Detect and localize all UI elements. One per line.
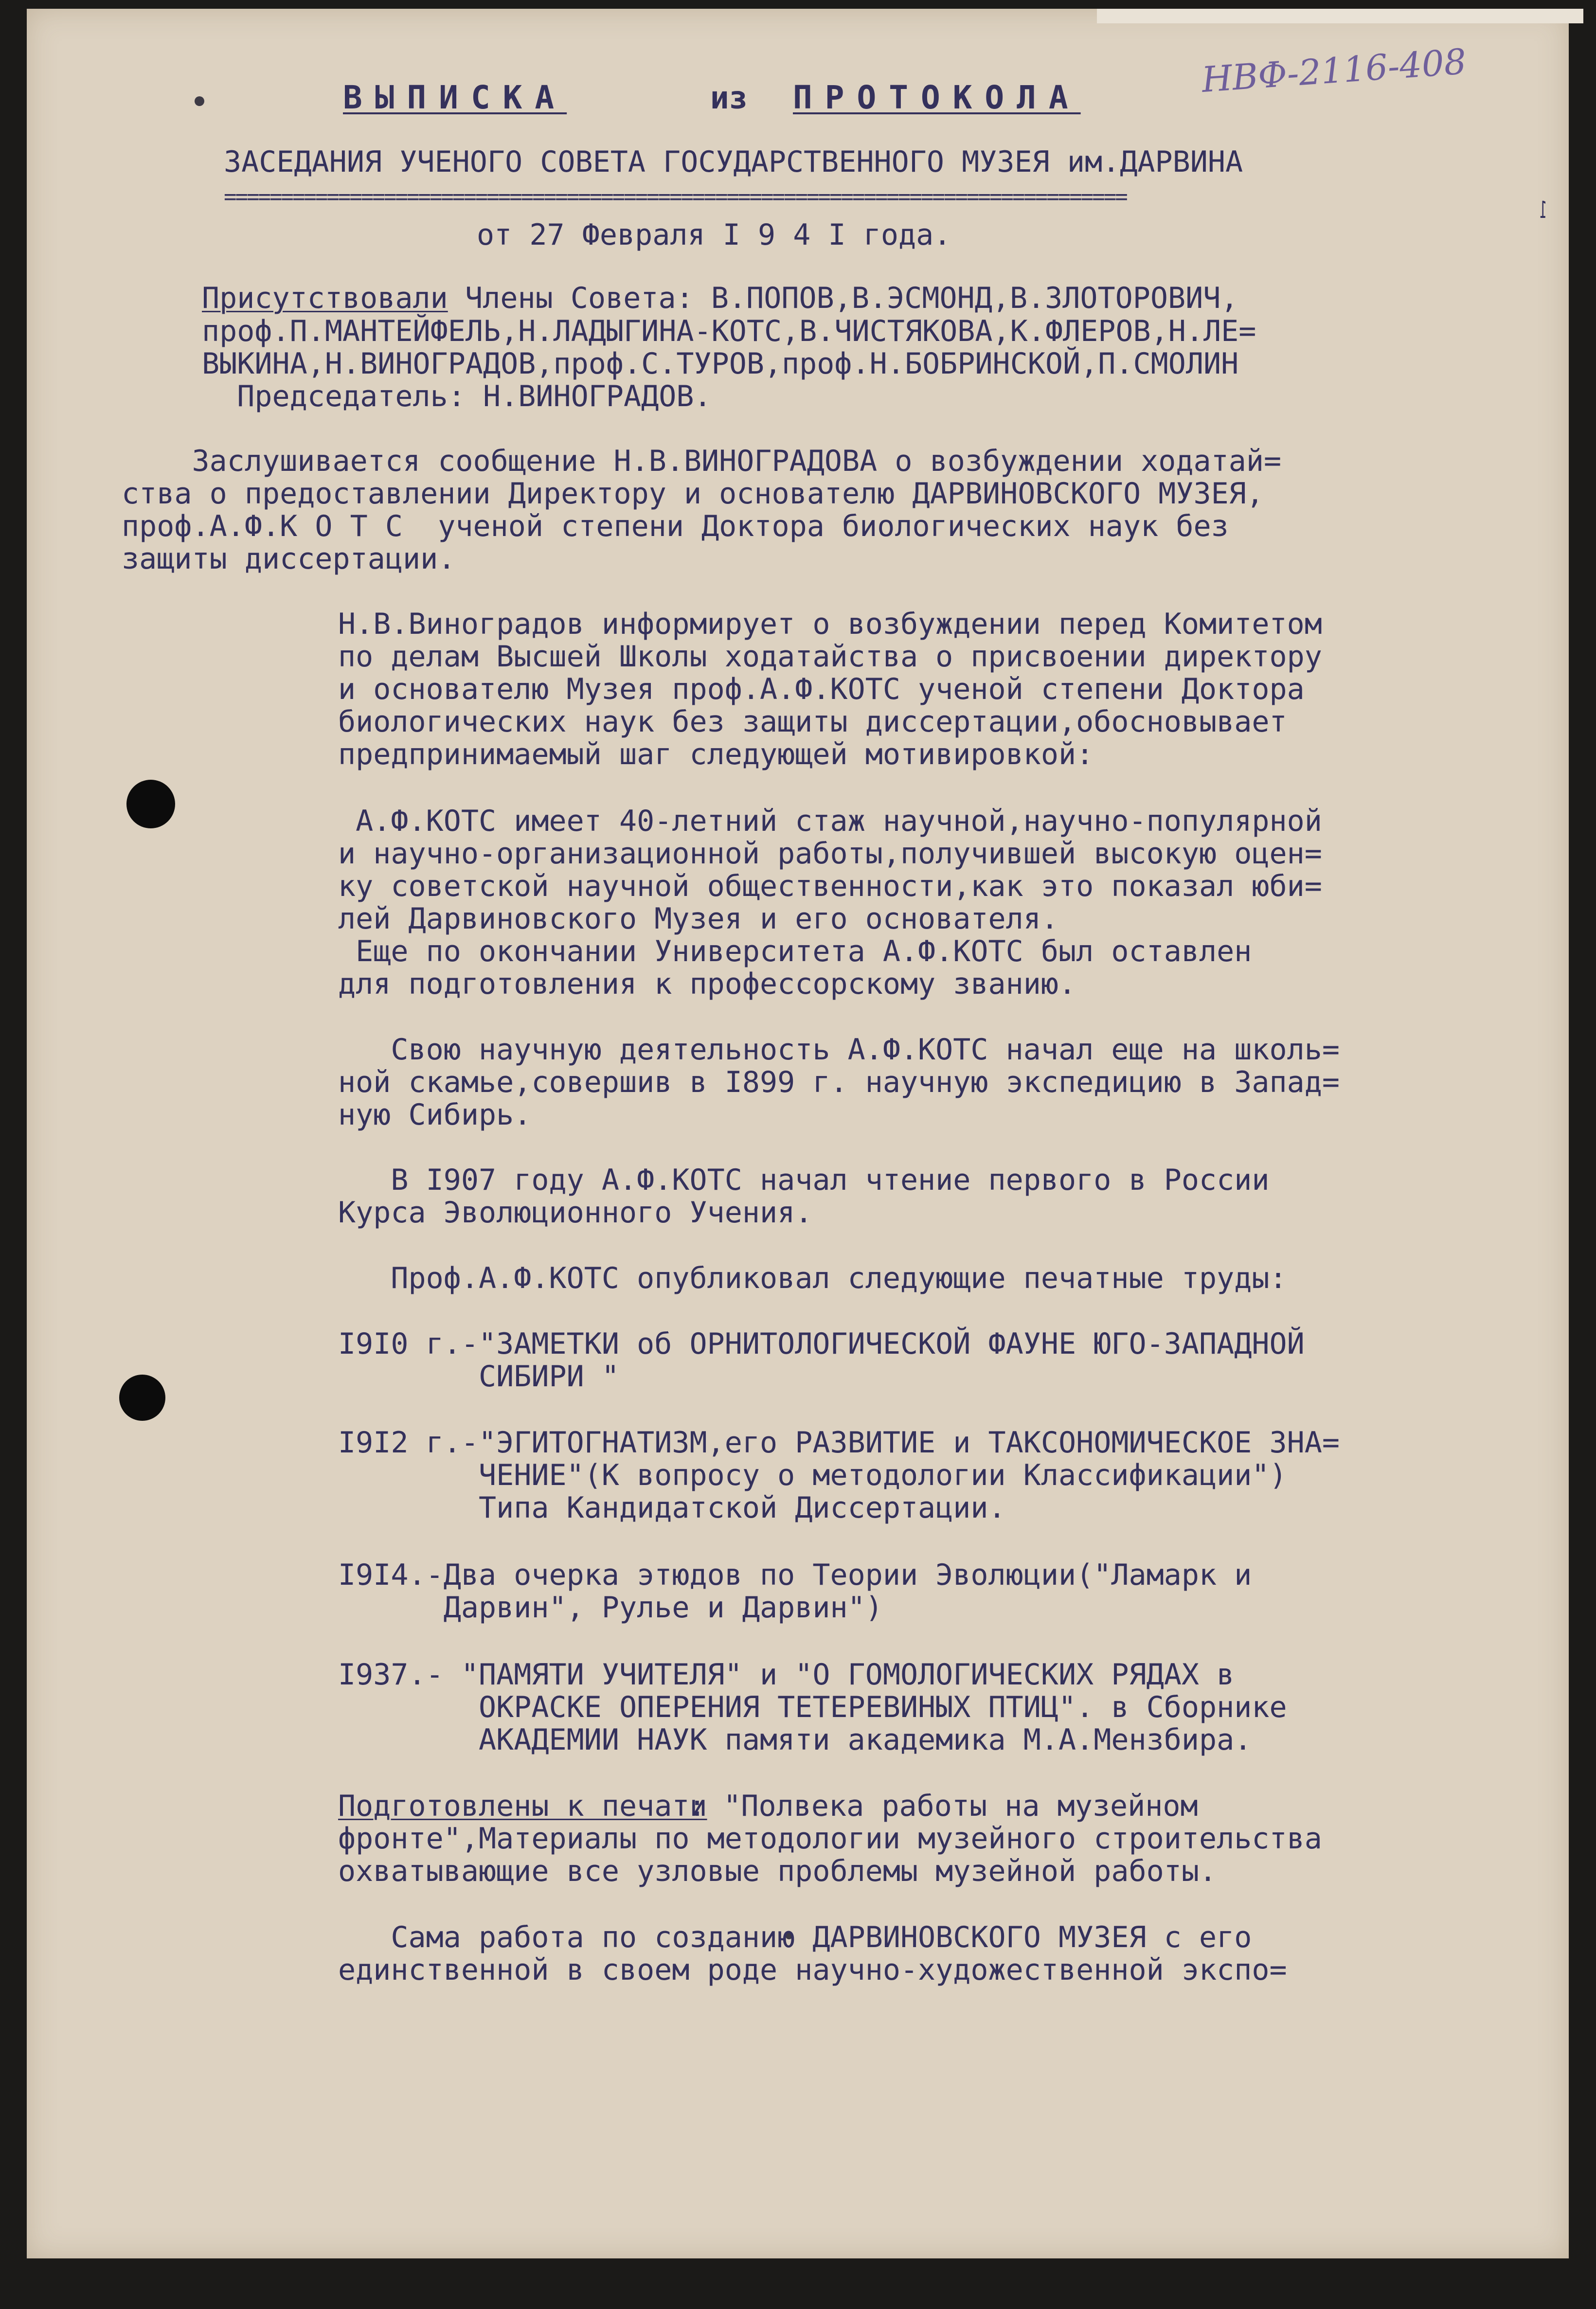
publication-line: СИБИРИ " [338,1360,619,1394]
body-line: по делам Высшей Школы ходатайства о присвоении директору [338,640,1322,674]
prepared-line: охватывающие все узловые проблемы музейной работы. [338,1854,1217,1888]
ink-dot [195,96,204,106]
body-line: Н.В.Виноградов информирует о возбуждении перед Комитетом [338,607,1322,641]
present-line: Члены Совета: В.ПОПОВ,В.ЭСМОНД,В.ЗЛОТОРОВИЧ, [448,281,1238,315]
body-line: Проф.А.Ф.КОТС опубликовал следующие печатные труды: [338,1261,1287,1295]
body-line: А.Ф.КОТС имеет 40-летний стаж научной,научно-популярной [338,804,1322,838]
title-word-1: ВЫПИСКА [343,79,567,116]
prepared-line: фронте",Материалы по методологии музейного строительства [338,1822,1322,1856]
body-line: Заслушивается сообщение Н.В.ВИНОГРАДОВА о возбуждении ходатай= [122,444,1282,478]
body-line: ку советской научной общественности,как это показал юби= [338,869,1322,903]
present-line: ВЫКИНА,Н.ВИНОГРАДОВ,проф.С.ТУРОВ,проф.Н.БОБРИНСКОЙ,П.СМОЛИН [202,347,1239,381]
paper-edge [1097,9,1583,23]
double-rule: =============================================================================== [224,184,1127,209]
publication-line: АКАДЕМИИ НАУК памяти академика М.А.Мензбира. [338,1723,1252,1757]
body-line: Еще по окончании Университета А.Ф.КОТС был оставлен [338,934,1252,968]
document-page [27,9,1569,2258]
publication-line: I937.- "ПАМЯТИ УЧИТЕЛЯ" и "О ГОМОЛОГИЧЕСКИХ РЯДАХ в [338,1658,1235,1692]
body-line: Сама работа по созданию ДАРВИНОВСКОГО МУЗЕЯ с его [338,1920,1252,1954]
publication-line: Типа Кандидатской Диссертации. [338,1491,1006,1525]
body-line: ства о предоставлении Директору и основателю ДАРВИНОВСКОГО МУЗЕЯ, [122,477,1264,511]
present-label: Присутствовали [202,281,448,315]
margin-mark: 1 [1540,197,1547,224]
body-line: и научно-организационной работы,получившей высокую оцен= [338,837,1322,871]
body-line: Курса Эволюционного Учения. [338,1196,813,1230]
binder-hole-bottom [119,1375,165,1421]
prepared-line: : "Полвека работы на музейном [688,1789,1198,1823]
publication-line: I9I4.-Два очерка этюдов по Теории Эволюции("Ламарк и [338,1558,1252,1592]
body-line: ной скамье,совершив в I899 г. научную экспедицию в Запад= [338,1065,1340,1099]
publication-line: ЧЕНИЕ"(К вопросу о методологии Классификации") [338,1458,1287,1492]
body-line: В I907 году А.Ф.КОТС начал чтение первого в России [338,1163,1270,1197]
present-line: проф.П.МАНТЕЙФЕЛЬ,Н.ЛАДЫГИНА-КОТС,В.ЧИСТЯКОВА,К.ФЛЕРОВ,Н.ЛЕ= [202,314,1256,348]
handwritten-reference: НВФ-2116-408 [1200,41,1468,100]
publication-line: ОКРАСКЕ ОПЕРЕНИЯ ТЕТЕРЕВИНЫХ ПТИЦ". в Сборнике [338,1690,1287,1724]
binder-hole-top [126,780,175,828]
body-line: предпринимаемый шаг следующей мотивировкой: [338,737,1094,771]
body-line: ную Сибирь. [338,1098,532,1132]
meeting-date: от 27 Февраля I 9 4 I года. [477,218,951,252]
body-line: защиты диссертации. [122,542,456,576]
title-word-2: из [710,80,748,116]
title-word-3: ПРОТОКОЛА [793,79,1081,116]
body-line: для подготовления к профессорскому званию. [338,967,1076,1001]
body-line: и основателю Музея проф.А.Ф.КОТС ученой степени Доктора [338,672,1305,706]
body-line: единственной в своем роде научно-художественной экспо= [338,1953,1287,1987]
body-line: Свою научную деятельность А.Ф.КОТС начал еще на школь= [338,1033,1340,1067]
body-line: проф.А.Ф.К О Т С ученой степени Доктора биологических наук без [122,509,1229,543]
body-line: биологических наук без защиты диссертации,обосновывает [338,705,1287,739]
body-line: лей Дарвиновского Музея и его основателя. [338,902,1059,936]
publication-line: Дарвин", Рулье и Дарвин") [338,1591,883,1625]
prepared-label: Подготовлены к печати [338,1789,707,1823]
subtitle: ЗАСЕДАНИЯ УЧЕНОГО СОВЕТА ГОСУДАРСТВЕННОГО МУЗЕЯ им.ДАРВИНА [224,145,1243,179]
publication-line: I9I0 г.-"ЗАМЕТКИ об ОРНИТОЛОГИЧЕСКОЙ ФАУНЕ ЮГО-ЗАПАДНОЙ [338,1327,1305,1361]
publication-line: I9I2 г.-"ЭГИТОГНАТИЗМ,его РАЗВИТИЕ и ТАКСОНОМИЧЕСКОЕ ЗНА= [338,1426,1340,1460]
present-line: Председатель: Н.ВИНОГРАДОВ. [202,379,712,413]
